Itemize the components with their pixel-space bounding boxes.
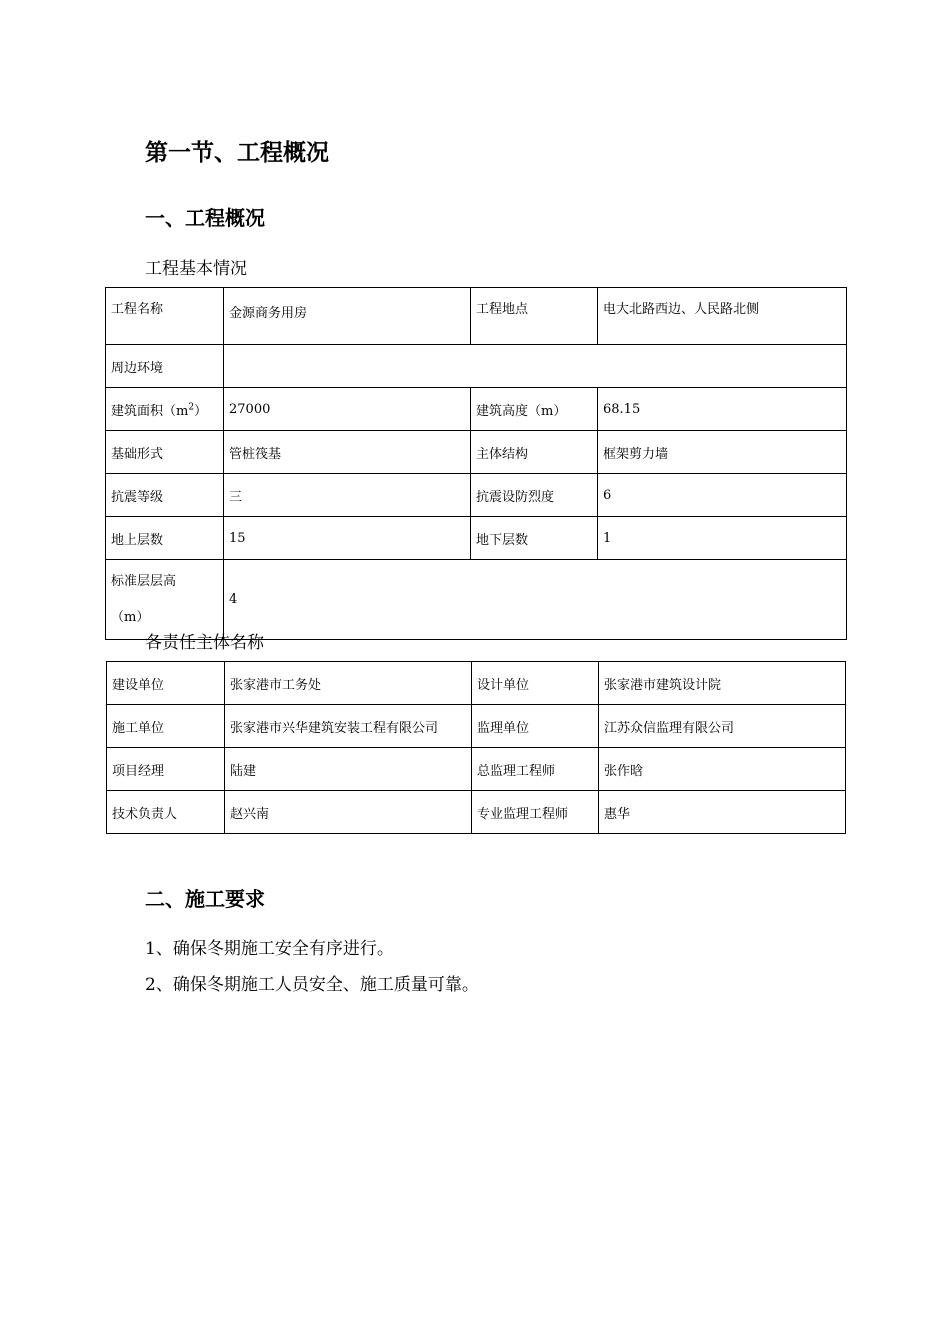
table-row [106,474,847,517]
basic-info-table [105,287,847,640]
party-label: 施工单位 [107,705,225,748]
std-floor-height-value: 4 [224,560,847,640]
structure-label: 主体结构 [471,431,598,474]
party-value: 惠华 [599,791,846,834]
above-floors-value: 15 [224,517,471,560]
caption-basic-info: 工程基本情况 [145,259,247,279]
above-floors-label: 地上层数 [106,517,224,560]
table-row [106,288,847,345]
foundation-value: 管桩筏基 [224,431,471,474]
party-label: 设计单位 [472,662,599,705]
party-value: 陆建 [225,748,472,791]
table-row [106,388,847,431]
parties-table [106,661,846,834]
heading-project-overview: 一、工程概况 [145,206,265,230]
building-area-value: 27000 [224,388,471,431]
table-row [107,748,846,791]
table-row [106,345,847,388]
party-value: 张家港市建筑设计院 [599,662,846,705]
seismic-grade-label: 抗震等级 [106,474,224,517]
party-value: 张家港市工务处 [225,662,472,705]
below-floors-value: 1 [598,517,847,560]
party-value: 张家港市兴华建筑安装工程有限公司 [225,705,472,748]
seismic-intensity-label: 抗震设防烈度 [471,474,598,517]
building-height-label: 建筑高度（m） [471,388,598,431]
party-label: 专业监理工程师 [472,791,599,834]
party-value: 赵兴南 [225,791,472,834]
table-row [107,662,846,705]
table-row [107,791,846,834]
section-title: 第一节、工程概况 [145,139,329,166]
party-label: 总监理工程师 [472,748,599,791]
structure-value: 框架剪力墙 [598,431,847,474]
std-floor-height-label-line2: （m） [111,609,150,625]
std-floor-height-label-line1: 标准层层高 [111,573,177,589]
below-floors-label: 地下层数 [471,517,598,560]
requirement-item: 1、确保冬期施工安全有序进行。 [145,939,394,959]
heading-construction-requirements: 二、施工要求 [145,887,265,911]
seismic-grade-value: 三 [224,474,471,517]
seismic-intensity-value: 6 [598,474,847,517]
requirement-item: 2、确保冬期施工人员安全、施工质量可靠。 [145,975,479,995]
building-height-value: 68.15 [598,388,847,431]
party-label: 建设单位 [107,662,225,705]
environment-label: 周边环境 [106,345,224,388]
table-row [106,517,847,560]
environment-value [224,345,847,388]
party-label: 监理单位 [472,705,599,748]
building-area-label: 建筑面积$(m^2)$ [106,388,224,431]
party-label: 项目经理 [107,748,225,791]
party-value: 江苏众信监理有限公司 [599,705,846,748]
party-value: 张作晗 [599,748,846,791]
party-label: 技术负责人 [107,791,225,834]
project-location-label: 工程地点 [471,288,598,345]
project-name-label: 工程名称 [106,288,224,345]
caption-responsible-parties: 各责任主体名称 [145,633,264,653]
project-location-value: 电大北路西边、人民路北侧 [598,288,847,345]
table-row [107,705,846,748]
foundation-label: 基础形式 [106,431,224,474]
project-name-value: 金源商务用房 [224,288,471,345]
table-row [106,431,847,474]
